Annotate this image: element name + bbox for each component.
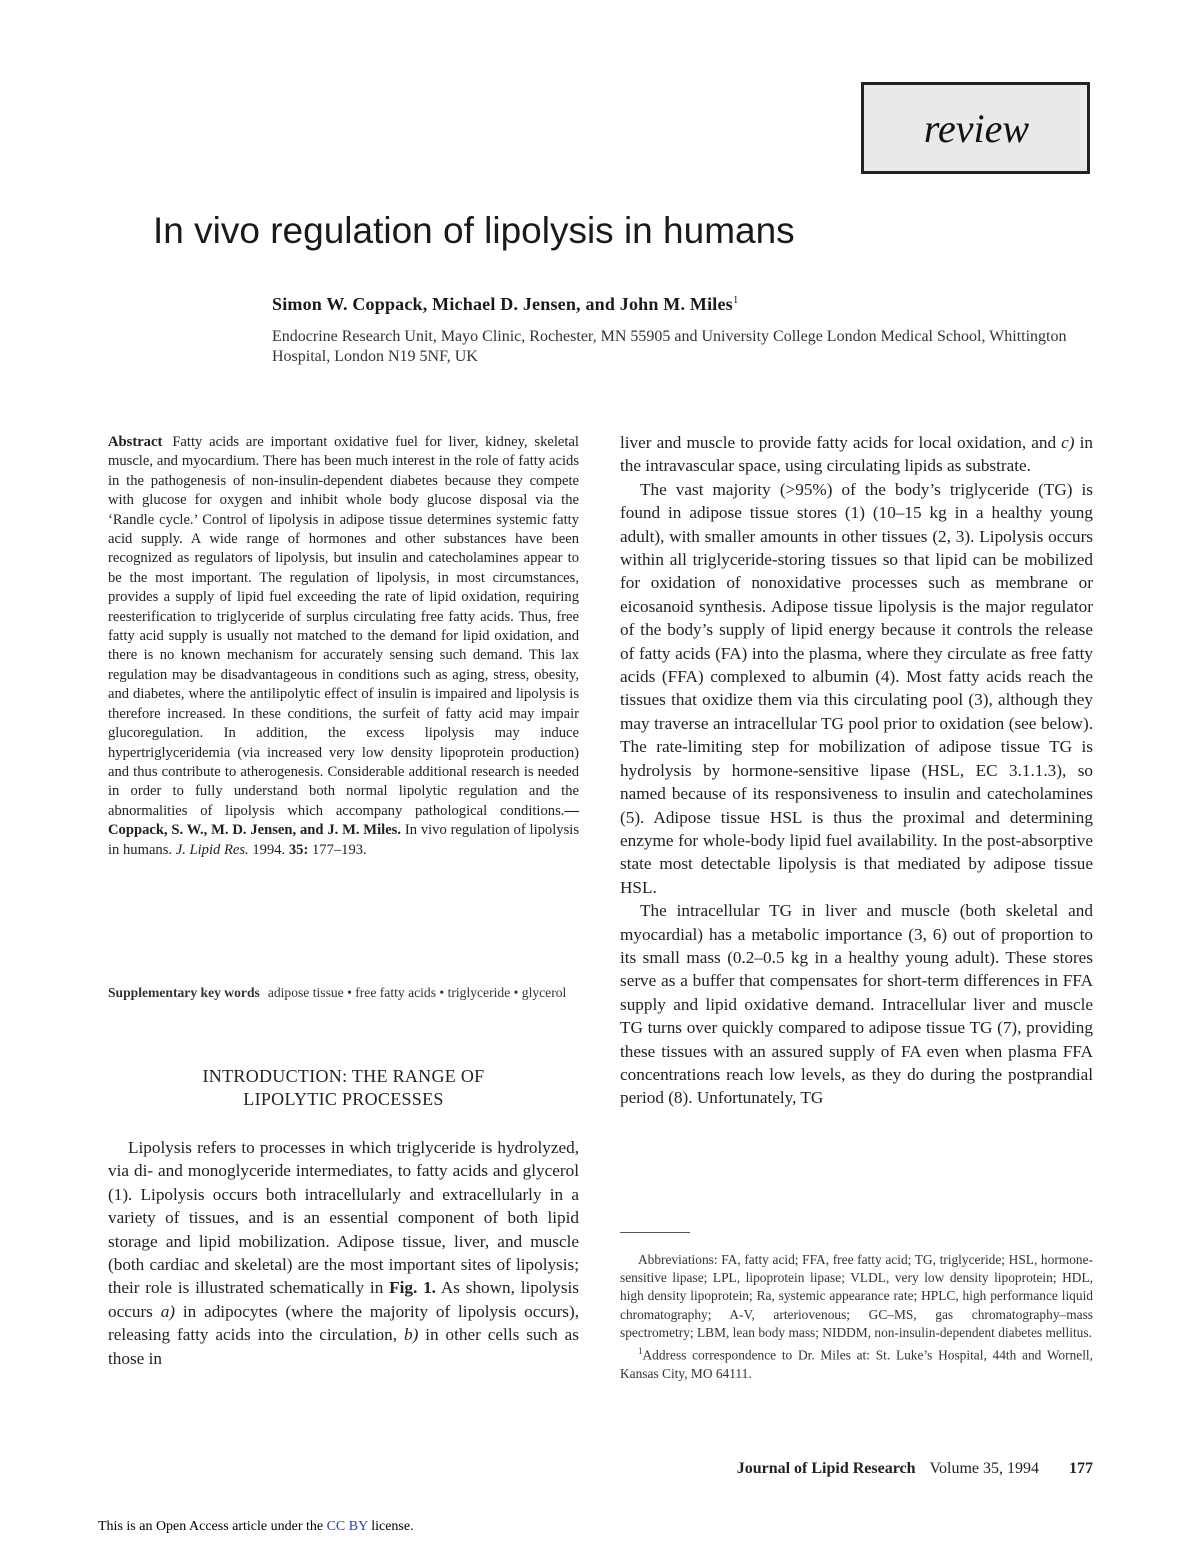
intro-text-1: Lipolysis refers to processes in which triglyceride is hydrolyzed, via di- and monoglyceride intermediates, to fatty acids and glycerol (1). Lipolysis occurs both intracellularly and extracellularly in a variety of tissues, and is an essential component of both lipid storage and lipid mobilization. Adipose tissue, liver, and muscle (both cardiac and skeletal) are the most important sites of lipolysis; their role is illustrated schematically in (108, 1138, 579, 1298)
citation-title: In vivo regulation of lipolysis in humans. (108, 822, 579, 858)
section-heading-line-1: INTRODUCTION: THE RANGE OF (202, 1066, 485, 1086)
license-notice (98, 1519, 414, 1535)
citation-authors: —Coppack, S. W., M. D. Jensen, and J. M. Miles. (108, 802, 579, 839)
right-column (620, 431, 1093, 1110)
continued-paragraph (620, 431, 1093, 478)
journal-name: Journal of Lipid Research (736, 1460, 916, 1477)
author-list (272, 294, 739, 315)
key-words (108, 984, 579, 1002)
review-badge (861, 82, 1090, 174)
section-heading (108, 1065, 579, 1111)
intro-paragraph (108, 1136, 579, 1370)
list-marker-a: a) (160, 1301, 176, 1321)
key-words-text: adipose tissue • free fatty acids • triglyceride • glycerol (267, 985, 567, 1000)
article-title: In vivo regulation of lipolysis in humans (153, 210, 795, 251)
citation-pages: 177–193. (311, 841, 367, 858)
intro-text-4: in other cells such as those in (108, 1325, 579, 1368)
license-prefix: This is an Open Access article under the (98, 1519, 324, 1534)
continued-text-2: in the intravascular space, using circulating lipids as substrate. (620, 433, 1093, 476)
page-footer (737, 1460, 1093, 1478)
license-link[interactable]: CC BY (326, 1519, 368, 1534)
figure-reference: Fig. 1. (389, 1278, 436, 1298)
intro-text-2: As shown, lipolysis occurs (108, 1278, 579, 1321)
citation-journal: J. Lipid Res. (175, 841, 249, 858)
author-footnote-marker: 1 (732, 294, 739, 306)
affiliation: Endocrine Research Unit, Mayo Clinic, Rochester, MN 55905 and University College London Medical School, Whittington Hospital, London N19 5NF, UK (272, 328, 1067, 365)
list-marker-b: b) (403, 1325, 419, 1345)
author-names: Simon W. Coppack, Michael D. Jensen, and John M. Miles (272, 294, 733, 314)
section-heading-line-2: LIPOLYTIC PROCESSES (243, 1089, 444, 1109)
intro-text-3: in adipocytes (where the majority of lipolysis occurs), releasing fatty acids into the circulation, (108, 1301, 579, 1345)
intro-column (108, 1136, 579, 1370)
abbreviations-footnote: Abbreviations: FA, fatty acid; FFA, free fatty acid; TG, triglyceride; HSL, hormone-sensitive lipase; LPL, lipoprotein lipase; VLDL, very low density lipoprotein; HDL, high density lipoprotein; Ra, systemic appearance rate; HPLC, high performance liquid chromatography; A-V, arteriovenous; GC–MS, gas chromatography–mass spectrometry; LBM, lean body mass; NIDDM, non-insulin-dependent diabetes mellitus. (620, 1252, 1093, 1340)
citation-volume: 35: (288, 841, 309, 858)
body-paragraph-2: The intracellular TG in liver and muscle (both skeletal and myocardial) has a metabolic importance (3, 6) out of proportion to its small mass (0.2–0.5 kg in a healthy young adult). These stores serve as a buffer that compensates for short-term differences in FFA supply and lipid oxidative demand. Intracellular liver and muscle TG turns over quickly compared to adipose tissue TG (7), providing these tissues with an assured supply of FA even when plasma FFA concentrations reach low levels, as they do during the postprandial period (8). Unfortunately, TG (620, 901, 1093, 1108)
address-footnote (620, 1342, 1093, 1383)
footnotes (620, 1251, 1093, 1383)
footnote-divider (620, 1232, 690, 1233)
body-paragraph-1: The vast majority (>95%) of the body’s triglyceride (TG) is found in adipose tissue stores (1) (10–15 kg in a healthy young adult), with smaller amounts in other tissues (2, 3). Lipolysis occurs within all triglyceride-storing tissues so that lipid can be mobilized for oxidation of nonoxidative processes such as membrane or eicosanoid synthesis. Adipose tissue lipolysis is the major regulator of the body’s supply of lipid energy because it controls the release of fatty acids (FA) into the plasma, where they circulate as free fatty acids (FFA) complexed to albumin (4). Most fatty acids reach the tissues that oxidize them via this circulating pool (3), although they may traverse an intracellular TG pool prior to oxidation (see below). The rate-limiting step for mobilization of adipose tissue TG is hydrolysis by hormone-sensitive lipase (HSL, EC 3.1.1.3), so named because of its responsiveness to insulin and catecholamines (5). Adipose tissue HSL is thus the proximal and determining enzyme for whole-body lipid fuel availability. In the post-absorptive state most detectable lipolysis is that mediated by adipose tissue HSL. (620, 479, 1093, 897)
address-footnote-marker: 1 (638, 1346, 643, 1357)
abstract-label: Abstract (108, 434, 163, 450)
abstract-text: Fatty acids are important oxidative fuel for liver, kidney, skeletal muscle, and myocardium. There has been much interest in the role of fatty acids in the pathogenesis of non-insulin-dependent diabetes because they compete with glucose for oxygen and inhibit whole body glucose disposal via the ‘Randle cycle.’ Control of lipolysis in adipose tissue determines systemic fatty acid supply. A wide range of hormones and other substances have been recognized as regulators of lipolysis, but insulin and catecholamines appear to be the most important. The regulation of lipolysis, in most circumstances, provides a supply of lipid fuel exceeding the rate of lipid oxidation, requiring reesterification to triglyceride of surplus circulating free fatty acids. Thus, free fatty acid supply is usually not matched to the demand for lipid oxidation, and there is no known mechanism for accurately sensing such demand. This lax regulation may be disadvantageous in conditions such as aging, stress, obesity, and diabetes, where the antilipolytic effect of insulin is impaired and lipolysis is therefore increased. In these conditions, the surfeit of fatty acid may impair glucoregulation. In addition, the excess lipolysis may induce hypertriglyceridemia (via increased very low density lipoprotein production) and thus contribute to atherogenesis. Considerable additional research is needed in order to fully understand both normal lipolytic regulation and the abnormalities of lipolysis which accompany pathological conditions. (108, 434, 579, 819)
page-number: 177 (1069, 1460, 1093, 1477)
key-words-label: Supplementary key words (108, 985, 260, 1000)
license-suffix: license. (371, 1519, 414, 1534)
journal-volume: Volume 35, 1994 (929, 1460, 1039, 1477)
abstract (108, 433, 579, 860)
continued-text-1: liver and muscle to provide fatty acids for local oxidation, and (620, 433, 1057, 452)
citation-year: 1994. (252, 841, 286, 858)
address-footnote-text: Address correspondence to Dr. Miles at: St. Luke’s Hospital, 44th and Wornell, Kansas City, MO 64111. (620, 1347, 1093, 1381)
list-marker-c: c) (1061, 433, 1075, 452)
review-badge-label: review (923, 106, 1029, 151)
